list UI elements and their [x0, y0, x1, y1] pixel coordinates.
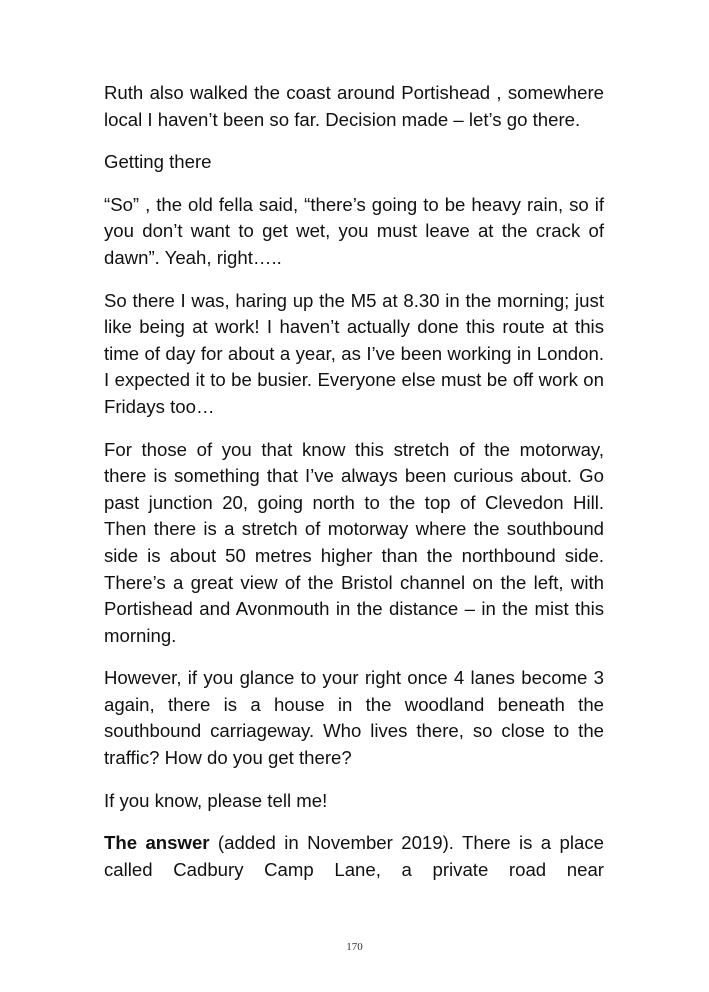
answer-text: (added in November 2019). There is a place called Cadbury Camp Lane, a private road near: [104, 832, 604, 880]
paragraph-motorway: For those of you that know this stretch of the motorway, there is something that I’ve always been curious about. Go past junction 20, going north to the top of Clevedon Hill. Then there is a stretch of motorway where the southbound side is about 50 metres higher than the northbound side. There’s a great view of the Bristol channel on the left, with Portishead and Avonmouth in the distance – in the mist this morning.: [104, 438, 604, 646]
paragraph-answer: [104, 830, 604, 883]
paragraph-old-fella: “So” , the old fella said, “there’s going to be heavy rain, so if you don’t want to get wet, you must leave at the crack of dawn”. Yeah, right…..: [104, 193, 604, 268]
paragraph-house: However, if you glance to your right once 4 lanes become 3 again, there is a house in the woodland beneath the southbound carriageway. Who lives there, so close to the traffic? How do you get there?: [104, 667, 604, 769]
answer-label: The answer: [104, 832, 210, 854]
section-heading-getting-there: Getting there: [104, 151, 212, 173]
page-body: [104, 80, 604, 899]
page-number: 170: [346, 941, 363, 953]
paragraph-portishead: Ruth also walked the coast around Portishead , somewhere local I haven’t been so far. Decision made – let’s go there.: [104, 82, 604, 130]
paragraph-m5: So there I was, haring up the M5 at 8.30 in the morning; just like being at work! I haven’t actually done this route at this time of day for about a year, as I’ve been working in London. I expected it to be busier. Everyone else must be off work on Fridays too…: [104, 289, 604, 417]
paragraph-tell-me: If you know, please tell me!: [104, 789, 328, 811]
